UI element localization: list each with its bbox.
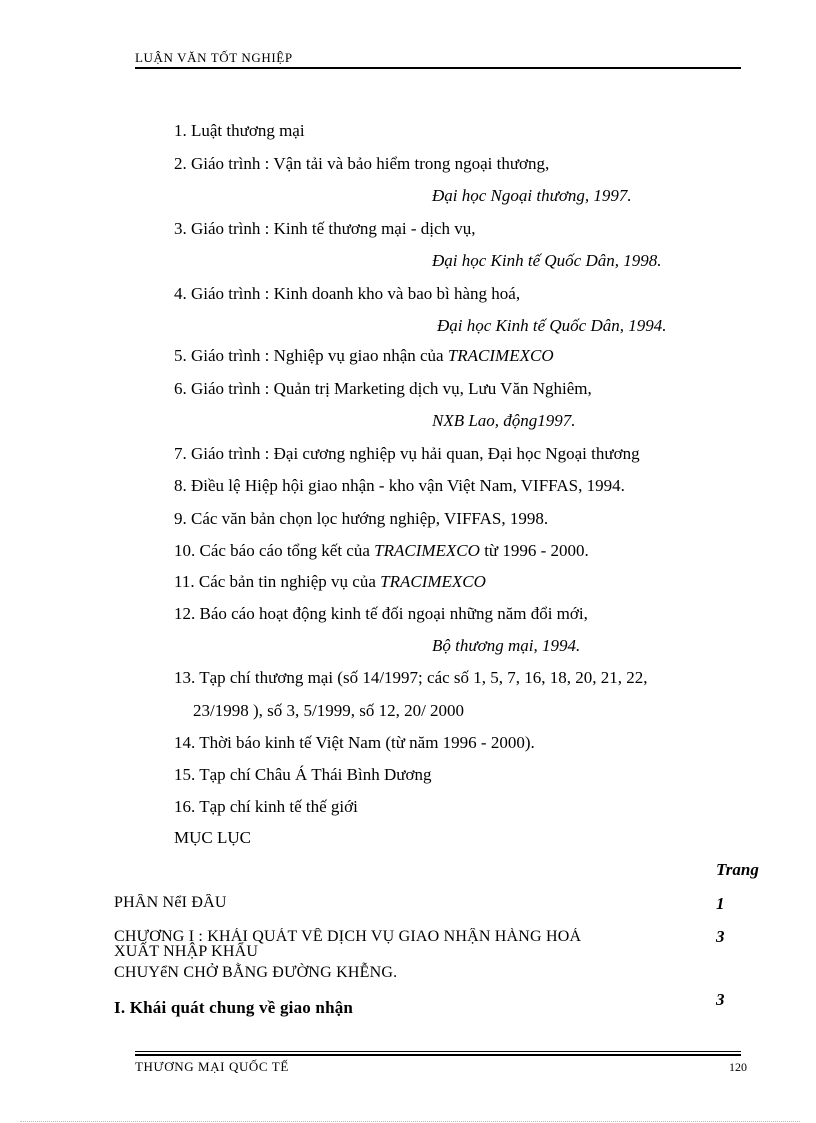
toc-entry-line: XUẤT NHẬP KHẨU xyxy=(114,943,259,960)
toc-entry: PHẦN NểI ĐẦU xyxy=(114,894,227,911)
toc-page-header: Trang xyxy=(716,860,759,879)
toc-entry-page: 3 xyxy=(716,990,725,1009)
toc-entry: I. Khái quát chung về giao nhận xyxy=(114,998,354,1017)
reference-item: 3. Giáo trình : Kinh tế thương mại - dịch vụ, xyxy=(174,219,476,238)
reference-source: NXB Lao, động1997. xyxy=(432,411,576,430)
reference-source: Đại học Ngoại thương, 1997. xyxy=(432,186,632,205)
reference-item: 10. Các báo cáo tổng kết của TRACIMEXCO từ 1996 - 2000. xyxy=(174,541,589,560)
header-rule xyxy=(135,67,741,69)
reference-item: 12. Báo cáo hoạt động kinh tế đối ngoại những năm đổi mới, xyxy=(174,604,588,623)
toc-entry-line: CHUYểN CHỞ BẰNG ĐƯỜNG KHỄNG. xyxy=(114,964,398,981)
footer-rule xyxy=(135,1054,741,1056)
reference-item: 8. Điều lệ Hiệp hội giao nhận - kho vận Việt Nam, VIFFAS, 1994. xyxy=(174,476,625,495)
reference-item: 2. Giáo trình : Vận tải và bảo hiểm trong ngoại thương, xyxy=(174,154,550,173)
reference-item: 14. Thời báo kinh tế Việt Nam (từ năm 1996 - 2000). xyxy=(174,733,535,752)
reference-item: 15. Tạp chí Châu Á Thái Bình Dương xyxy=(174,765,432,784)
toc-entry-page: 3 xyxy=(716,927,725,946)
reference-item: 11. Các bản tin nghiệp vụ của TRACIMEXCO xyxy=(174,572,486,591)
page-edge-divider xyxy=(20,1121,800,1122)
reference-continuation: 23/1998 ), số 3, 5/1999, số 12, 20/ 2000 xyxy=(193,701,465,720)
reference-item: 6. Giáo trình : Quản trị Marketing dịch vụ, Lưu Văn Nghiêm, xyxy=(174,379,592,398)
footer-title: THƯƠNG MẠI QUỐC TẾ xyxy=(135,1059,289,1074)
toc-entry: CHƯƠNG I : KHÁI QUÁT VỀ DỊCH VỤ GIAO NHẬN HÀNG HOÁ XUẤT NHẬP KHẨU CHUYểN CHỞ BẰNG ĐƯỜNG KHỄNG. xyxy=(114,928,714,982)
reference-item: 16. Tạp chí kinh tế thế giới xyxy=(174,797,358,816)
header-title: LUẬN VĂN TỐT NGHIỆP xyxy=(135,50,293,65)
footer-rule xyxy=(135,1051,741,1052)
reference-item: 13. Tạp chí thương mại (số 14/1997; các số 1, 5, 7, 16, 18, 20, 21, 22, xyxy=(174,668,648,687)
page-number: 120 xyxy=(729,1060,747,1074)
reference-item: 7. Giáo trình : Đại cương nghiệp vụ hải quan, Đại học Ngoại thương xyxy=(174,444,640,463)
reference-source: Đại học Kinh tế Quốc Dân, 1994. xyxy=(437,316,667,335)
toc-title: MỤC LỤC xyxy=(174,828,251,847)
reference-item: 4. Giáo trình : Kinh doanh kho và bao bì hàng hoá, xyxy=(174,284,521,303)
reference-item: 9. Các văn bản chọn lọc hướng nghiệp, VIFFAS, 1998. xyxy=(174,509,549,528)
toc-entry-page: 1 xyxy=(716,894,725,913)
reference-item: 5. Giáo trình : Nghiệp vụ giao nhận của TRACIMEXCO xyxy=(174,346,554,365)
reference-source: Bộ thương mại, 1994. xyxy=(432,636,581,655)
reference-item: 1. Luật thương mại xyxy=(174,121,305,140)
reference-source: Đại học Kinh tế Quốc Dân, 1998. xyxy=(432,251,662,270)
